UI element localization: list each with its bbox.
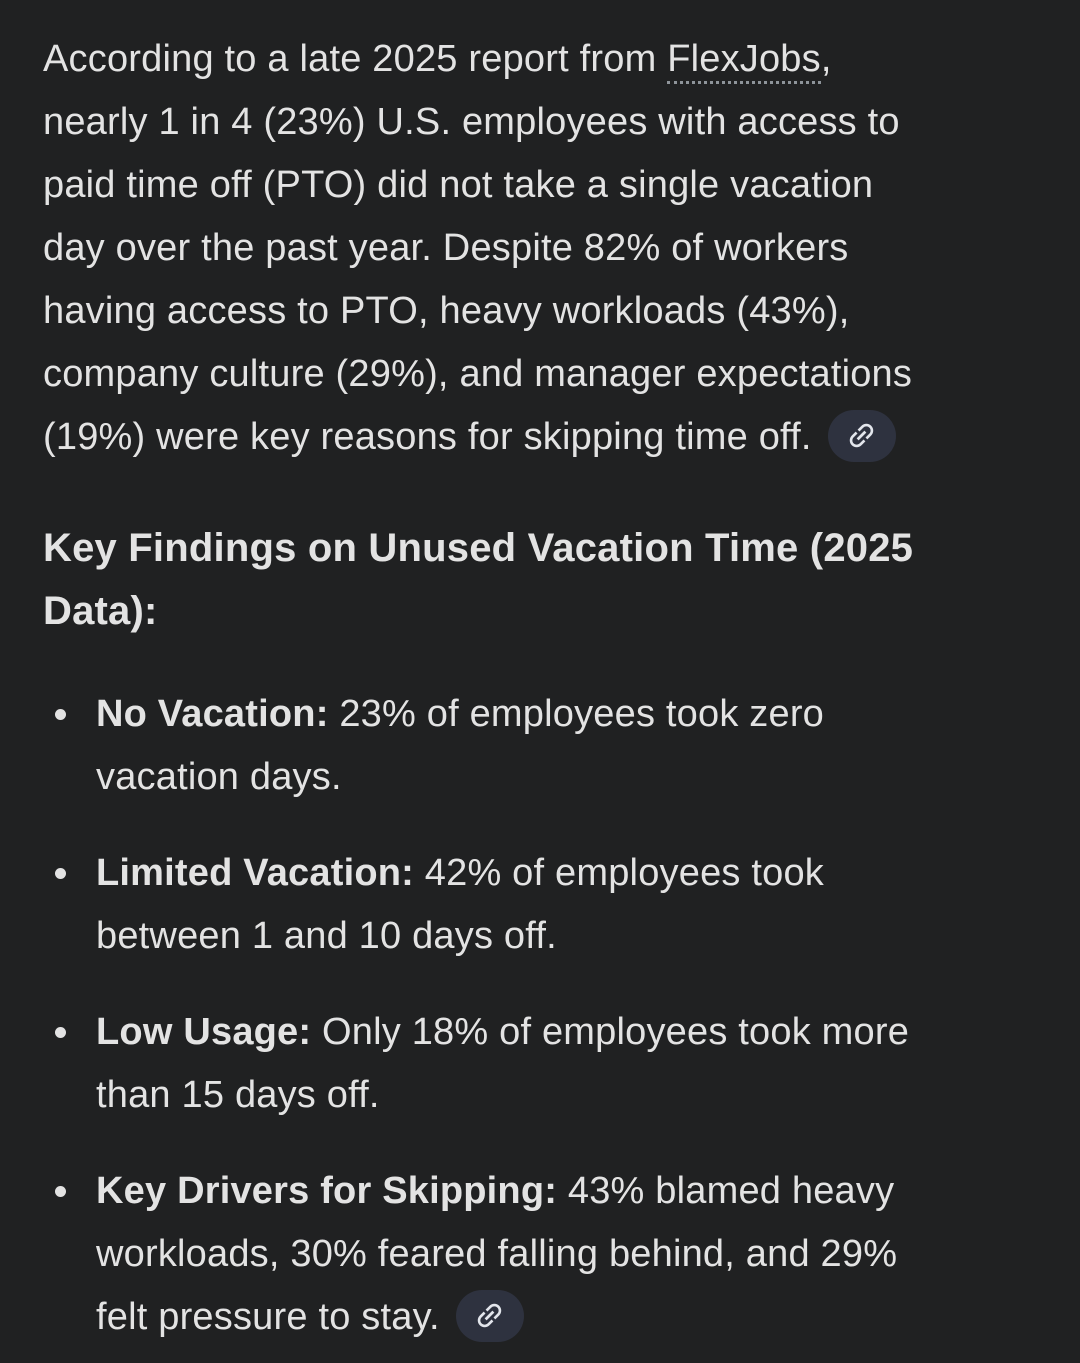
list-item-label: No Vacation:	[96, 693, 329, 735]
list-item-limited-vacation	[43, 842, 1037, 968]
list-item-line	[96, 842, 1037, 905]
paragraph-line: company culture (29%), and manager expectations	[43, 353, 913, 395]
heading-line: Data):	[43, 589, 158, 633]
list-item-low-usage	[43, 1001, 1037, 1127]
heading-line: Key Findings on Unused Vacation Time (2025	[43, 526, 914, 570]
link-icon	[838, 413, 885, 460]
list-item-text: 43% blamed heavy	[557, 1170, 895, 1212]
flexjobs-source-link[interactable]: FlexJobs	[667, 38, 821, 84]
list-item-key-drivers	[43, 1160, 1037, 1349]
citation-chip[interactable]	[828, 410, 896, 462]
section-heading	[43, 517, 1037, 643]
list-item-line: vacation days.	[96, 756, 342, 798]
list-item-text: Only 18% of employees took more	[311, 1011, 910, 1053]
list-item-line	[96, 1001, 1037, 1064]
list-item-label: Low Usage:	[96, 1011, 312, 1053]
paragraph-line: nearly 1 in 4 (23%) U.S. employees with access to	[43, 101, 900, 143]
link-icon	[466, 1293, 513, 1340]
paragraph-text: According to a late 2025 report from	[43, 38, 668, 80]
paragraph-text: ,	[820, 38, 832, 80]
paragraph-line: paid time off (PTO) did not take a single vacation	[43, 164, 874, 206]
intro-paragraph	[43, 28, 1037, 469]
list-item-text: felt pressure to stay.	[96, 1296, 440, 1338]
list-item-text: 42% of employees took	[414, 852, 824, 894]
citation-chip[interactable]	[456, 1290, 524, 1342]
paragraph-line: having access to PTO, heavy workloads (43%),	[43, 290, 850, 332]
list-item-line	[96, 1286, 1037, 1349]
bullet-dot	[55, 709, 66, 720]
bullet-dot	[55, 1027, 66, 1038]
paragraph-line	[43, 28, 1037, 91]
list-item-line	[96, 683, 1037, 746]
list-item-line	[96, 1160, 1037, 1223]
list-item-line: between 1 and 10 days off.	[96, 915, 557, 957]
bullet-dot	[55, 1186, 66, 1197]
paragraph-line	[43, 406, 1037, 469]
list-item-line: than 15 days off.	[96, 1074, 380, 1116]
list-item-line: workloads, 30% feared falling behind, and 29%	[96, 1233, 898, 1275]
bullet-dot	[55, 868, 66, 879]
list-item-label: Limited Vacation:	[96, 852, 415, 894]
list-item-label: Key Drivers for Skipping:	[96, 1170, 558, 1212]
paragraph-text: (19%) were key reasons for skipping time off.	[43, 416, 812, 458]
list-item-no-vacation	[43, 683, 1037, 809]
key-findings-list	[43, 683, 1037, 1349]
list-item-text: 23% of employees took zero	[328, 693, 825, 735]
paragraph-line: day over the past year. Despite 82% of workers	[43, 227, 849, 269]
